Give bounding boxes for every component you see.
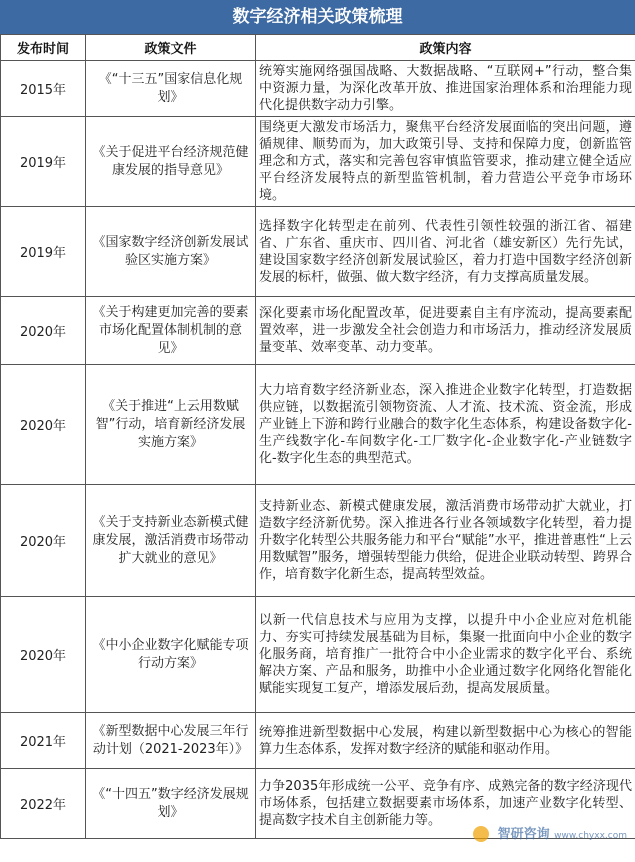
table-row [1, 713, 635, 769]
watermark [473, 823, 627, 843]
row-year: 2022年 [1, 769, 86, 839]
page-title: 数字经济相关政策梳理 [0, 0, 635, 34]
table-row [1, 597, 635, 713]
row-content: 统筹推进新型数据中心发展，构建以新型数据中心为核心的智能算力生态体系，发挥对数字经济的赋能和驱动作用。 [256, 713, 635, 769]
row-year: 2020年 [1, 597, 86, 713]
row-content: 围绕更大激发市场活力，聚焦平台经济发展面临的突出问题，遵循规律、顺势而为，加大政策引导、支持和保障力度，创新监管理念和方式，落实和完善包容审慎监管要求，推动建立健全适应平台经济发展特点的新型监管机制，着力营造公平竞争市场环境。 [256, 117, 635, 207]
table-header-row [1, 35, 635, 61]
watermark-text: 智研咨询 [497, 826, 550, 842]
row-content: 统筹实施网络强国战略、大数据战略、“互联网+”行动，整合集中资源力量，为深化改革开放、推进国家治理体系和治理能力现代化提供数字动力引擎。 [256, 61, 635, 117]
row-content: 大力培育数字经济新业态，深入推进企业数字化转型，打造数据供应链，以数据流引领物资流、人才流、技术流、资金流，形成产业链上下游和跨行业融合的数字化生态体系，构建设备数字化-生产线数字化-车间数字化-工厂数字化-企业数字化-产业链数字化-数字化生态的典型范式。 [256, 365, 635, 485]
row-year: 2020年 [1, 297, 86, 365]
row-year: 2019年 [1, 117, 86, 207]
row-content: 深化要素市场化配置改革，促进要素自主有序流动，提高要素配置效率，进一步激发全社会创造力和市场活力，推动经济发展质量变革、效率变革、动力变革。 [256, 297, 635, 365]
row-year: 2020年 [1, 365, 86, 485]
table-row [1, 117, 635, 207]
header-content: 政策内容 [256, 35, 635, 61]
row-doc: 《关于推进“上云用数赋智”行动，培育新经济发展实施方案》 [86, 365, 256, 485]
policy-table [0, 34, 635, 839]
table-row [1, 365, 635, 485]
table-row [1, 61, 635, 117]
watermark-logo-icon [473, 826, 489, 842]
row-year: 2015年 [1, 61, 86, 117]
row-doc: 《国家数字经济创新发展试验区实施方案》 [86, 207, 256, 297]
table-row [1, 485, 635, 597]
row-doc: 《关于构建更加完善的要素市场化配置体制机制的意见》 [86, 297, 256, 365]
row-year: 2020年 [1, 485, 86, 597]
watermark-subtext: www.chyxx.com [554, 830, 627, 841]
row-doc: 《关于促进平台经济规范健康发展的指导意见》 [86, 117, 256, 207]
row-content: 力争2035年形成统一公平、竞争有序、成熟完备的数字经济现代市场体系，包括建立数据要素市场体系，加速产业数字化转型、提高数字技术自主创新能力等。 [256, 769, 635, 839]
header-year: 发布时间 [1, 35, 86, 61]
table-row [1, 297, 635, 365]
row-content: 支持新业态、新模式健康发展，激活消费市场带动扩大就业，打造数字经济新优势。深入推进各行业各领域数字化转型，着力提升数字化转型公共服务能力和平台“赋能”水平，推进普惠性“上云用数赋智”服务，增强转型能力供给，促进企业联动转型、跨界合作，培育数字化新生态，提高转型效益。 [256, 485, 635, 597]
row-doc: 《关于支持新业态新模式健康发展，激活消费市场带动扩大就业的意见》 [86, 485, 256, 597]
row-content: 选择数字化转型走在前列、代表性引领性较强的浙江省、福建省、广东省、重庆市、四川省、河北省（雄安新区）先行先试，建设国家数字经济创新发展试验区，着力打造中国数字经济创新发展的标杆，做强、做大数字经济，有力支撑高质量发展。 [256, 207, 635, 297]
table-row [1, 207, 635, 297]
row-doc: 《中小企业数字化赋能专项行动方案》 [86, 597, 256, 713]
header-doc: 政策文件 [86, 35, 256, 61]
row-doc: 《新型数据中心发展三年行动计划（2021-2023年）》 [86, 713, 256, 769]
row-doc: 《“十四五”数字经济发展规划》 [86, 769, 256, 839]
row-content: 以新一代信息技术与应用为支撑，以提升中小企业应对危机能力、夯实可持续发展基础为目标，集聚一批面向中小企业的数字化服务商，培育推广一批符合中小企业需求的数字化平台、系统解决方案、产品和服务，助推中小企业通过数字化网络化智能化赋能实现复工复产，增添发展后劲，提高发展质量。 [256, 597, 635, 713]
row-doc: 《“十三五”国家信息化规划》 [86, 61, 256, 117]
row-year: 2019年 [1, 207, 86, 297]
row-year: 2021年 [1, 713, 86, 769]
